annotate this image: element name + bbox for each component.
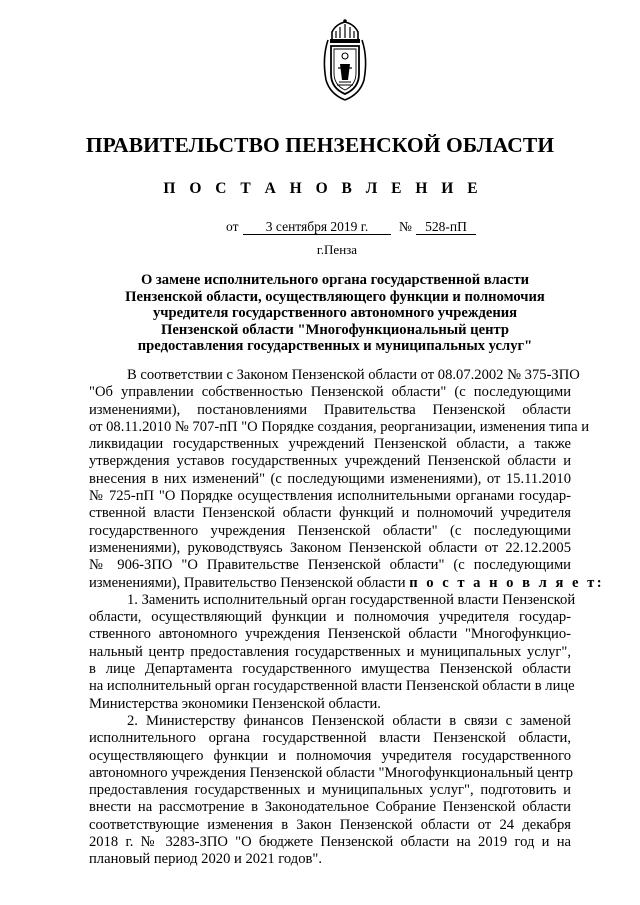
item-2-line: 2. Министерству финансов Пензенской области в связи с заменой (127, 712, 571, 729)
document-body (89, 367, 605, 869)
item-1-line: области, осуществляющий функции и полномочия учредителя государ- (89, 609, 571, 626)
resolves-word: п о с т а н о в л я е т: (409, 574, 605, 591)
item-2-line: исполнительного органа государственной власти Пензенской области, (89, 730, 571, 747)
body-line: № 725-пП "О Порядке осуществления исполнительными органами государ- (89, 488, 571, 505)
item-2-line: внести на рассмотрение в Законодательное Собрание Пензенской области (89, 799, 571, 816)
item-2-line: предоставления государственных и муниципальных услуг", подготовить и (89, 782, 571, 799)
subject-line: учредителя государственного автономного учреждения (152, 305, 518, 322)
coat-of-arms-icon (318, 18, 372, 102)
item-2-line: автономного учреждения Пензенской области "Многофункциональный центр (89, 764, 574, 781)
body-line: № 906-ЗПО "О Правительстве Пензенской области" (с последующими (89, 557, 571, 574)
government-title: ПРАВИТЕЛЬСТВО ПЕНЗЕНСКОЙ ОБЛАСТИ (85, 133, 555, 157)
body-line: ственной власти Пензенской области функций и полномочий учредителя (89, 505, 571, 522)
subject-line: предоставления государственных и муниципальных услуг" (137, 338, 533, 355)
item-1-line: в лице Департамента государственного имущества Пензенской области (89, 661, 571, 678)
subject-line: О замене исполнительного органа государственной власти (140, 272, 530, 288)
subject-line: Пензенской области "Многофункциональный центр (161, 321, 509, 338)
item-1-line: 1. Заменить исполнительный орган государственной власти Пензенской (127, 591, 576, 608)
body-line: В соответствии с Законом Пензенской области от 08.07.2002 № 375-ЗПО (127, 367, 580, 383)
preamble-last: изменениями), Правительство Пензенской области (89, 574, 406, 591)
date-prefix: от (226, 219, 239, 234)
document-type: П О С Т А Н О В Л Е Н И Е (163, 180, 483, 197)
item-2-line: плановый период 2020 и 2021 годов". (89, 851, 323, 868)
item-2-line: соответствующие изменения в Закон Пензенской области от 24 декабря (89, 816, 571, 833)
number-sign: № (399, 219, 412, 234)
body-line: внесения в них изменений" (с последующими изменениями), от 15.11.2010 (89, 470, 571, 487)
item-1-line: ственного автономного учреждения Пензенской области "Многофункцио- (89, 626, 571, 643)
date-number-line (0, 219, 640, 239)
document-number: 528-пП (416, 219, 476, 235)
item-1-line: Министерства экономики Пензенской области. (89, 695, 381, 712)
item-1-line: нальный центр предоставления государственных и муниципальных услуг", (89, 643, 571, 660)
city: г.Пенза (316, 242, 358, 257)
subject-line: Пензенской области, осуществляющего функции и полномочия (125, 288, 545, 305)
body-line: от 08.11.2010 № 707-пП "О Порядке создания, реорганизации, изменения типа и (89, 418, 590, 435)
body-line: государственного учреждения Пензенской области" (с последующими (89, 522, 571, 539)
item-2-line: 2018 г. № 3283-ЗПО "О бюджете Пензенской области на 2019 год и на (89, 834, 571, 851)
item-1-line: на исполнительный орган государственной власти Пензенской области в лице (89, 678, 575, 695)
document-date: 3 сентября 2019 г. (243, 219, 391, 235)
item-2-line: осуществляющего функции и полномочия учредителя государственного (89, 747, 571, 764)
body-line: утверждения уставов государственных учреждений Пензенской области и (89, 453, 571, 470)
body-line (89, 574, 605, 592)
body-line: изменениями), постановлениями Правительства Пензенской области (89, 401, 571, 418)
body-line: изменениями), руководствуясь Законом Пензенской области от 22.12.2005 (89, 539, 571, 556)
document-subject (90, 272, 580, 355)
body-line: ликвидации государственных учреждений Пензенской области, а также (89, 436, 571, 453)
body-line: "Об управлении собственностью Пензенской области" (с последующими (89, 384, 571, 401)
